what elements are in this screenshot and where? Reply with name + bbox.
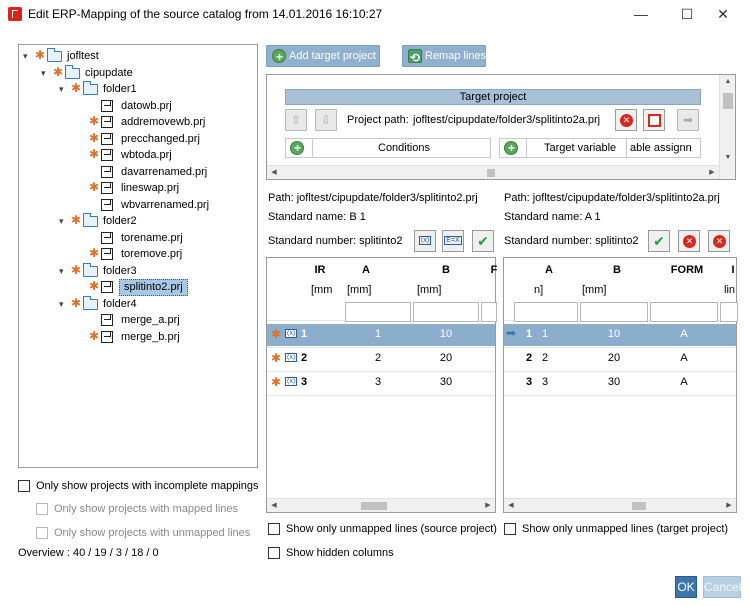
button-label: Remap lines [425,50,487,62]
target-col-unit: [mm] [582,284,607,296]
target-project-panel [266,74,736,180]
tree-node[interactable] [19,48,257,65]
target-col-unit: n] [534,284,544,296]
expand-toggle-icon[interactable]: ▾ [59,266,64,276]
source-grid-hscroll[interactable] [267,498,495,512]
row-variable-icon[interactable]: (x) [287,330,296,337]
target-check-button[interactable]: ✔ [648,230,670,252]
source-standard-number: Standard number: splitinto2 [268,235,403,247]
checkbox-label: Only show projects with incomplete mappings [36,480,259,492]
app-icon [8,7,22,21]
target-table-cell[interactable]: 3 [542,376,549,388]
source-table-cell[interactable]: 3 [301,376,308,388]
row-variable-icon[interactable]: (x) [287,354,296,361]
target-table-cell[interactable]: 2 [542,352,549,364]
maximize-button[interactable]: ☐ [680,6,694,22]
scroll-right-icon[interactable]: ▶ [485,502,491,509]
scroll-thumb[interactable] [487,169,495,177]
modified-star-icon: ✱ [271,351,282,365]
target-table-cell[interactable]: 20 [607,352,621,364]
modified-star-icon: ✱ [71,213,82,227]
tree-node[interactable] [19,246,257,263]
source-col-header[interactable]: A [362,264,370,276]
source-col-unit: [mm] [417,284,442,296]
target-filter-input[interactable] [514,302,578,322]
tree-node-label[interactable]: precchanged.prj [121,133,200,145]
source-table-row[interactable] [267,348,495,370]
folder-icon [47,51,62,62]
target-col-header[interactable]: I [731,264,735,276]
source-path: Path: jofltest/cipupdate/folder3/splitinto2.prj [268,192,478,204]
source-table-cell[interactable]: 30 [439,376,453,388]
tree-node[interactable] [19,98,257,115]
project-tree[interactable] [18,44,258,468]
project-cube-icon [101,281,113,293]
target-project-header: Target project [285,89,701,105]
checkbox-label: Only show projects with mapped lines [54,503,239,515]
modified-star-icon: ✱ [89,131,100,145]
tree-node-label[interactable]: folder3 [103,265,137,277]
checkbox-box [36,503,48,515]
add-condition-icon[interactable] [290,141,304,155]
target-col-header[interactable]: FORM [670,264,704,276]
checkbox-label: Show only unmapped lines (source project) [286,523,497,535]
tree-node[interactable] [19,230,257,247]
expand-toggle-icon[interactable]: ▾ [41,68,46,78]
project-cube-icon [101,248,113,260]
target-standard-name: Standard name: A 1 [504,211,601,223]
checkbox-box[interactable] [504,523,516,535]
button-label: Add target project [289,50,376,62]
scroll-left-icon[interactable]: ◀ [271,169,277,176]
tree-node-label[interactable]: davarrenamed.prj [121,166,208,178]
tree-node[interactable] [19,147,257,164]
project-path-value: jofltest/cipupdate/folder3/splitinto2a.prj [413,114,601,126]
target-table-cell[interactable]: A [680,376,688,388]
modified-star-icon: ✱ [271,327,282,341]
tree-node-label[interactable]: wbtoda.prj [121,149,172,161]
checkbox-box [36,527,48,539]
target-panel-hscroll[interactable] [267,165,719,179]
source-col-header[interactable]: F [490,264,498,276]
scroll-thumb[interactable] [632,502,646,510]
source-col-unit: [mm] [347,284,372,296]
tree-node[interactable] [19,65,257,82]
target-remove-all-button[interactable] [708,230,730,252]
source-table-row[interactable] [267,324,495,346]
tree-node-label[interactable]: folder2 [103,215,137,227]
tree-node[interactable] [19,312,257,329]
source-check-button[interactable]: ✔ [472,230,494,252]
ok-button[interactable]: OK [675,576,697,598]
tree-node-label[interactable]: torename.prj [121,232,183,244]
open-icon [648,114,661,127]
project-cube-icon [101,116,113,128]
project-cube-icon [101,133,113,145]
modified-star-icon: ✱ [89,114,100,128]
add-icon [272,49,286,63]
source-expression-icon[interactable]: E=X [442,230,464,252]
project-cube-icon [101,331,113,343]
scroll-up-icon[interactable]: ▲ [724,78,732,85]
conditions-label: Conditions [378,142,430,154]
project-cube-icon [101,199,113,211]
project-cube-icon [101,232,113,244]
checkbox-label: Show hidden columns [286,547,394,559]
modified-star-icon: ✱ [53,65,64,79]
tree-node[interactable] [19,296,257,313]
target-remove-button[interactable] [678,230,700,252]
tree-node-label[interactable]: toremove.prj [121,248,183,260]
tree-node[interactable] [19,197,257,214]
folder-icon [83,299,98,310]
modified-star-icon: ✱ [89,180,100,194]
source-col-header[interactable]: IR [314,264,326,276]
remove-target-button[interactable] [615,109,637,131]
target-col-header[interactable]: B [613,264,621,276]
close-button[interactable]: ✕ [717,6,729,22]
target-standard-number: Standard number: splitinto2 [504,235,639,247]
source-variable-icon[interactable]: (x) [414,230,436,252]
tree-node-label[interactable]: jofltest [67,50,99,62]
folder-icon [83,266,98,277]
tree-node[interactable] [19,180,257,197]
folder-icon [83,84,98,95]
source-col-unit: [mm [311,284,333,296]
remove-icon: ✕ [683,235,696,248]
source-grid[interactable] [266,257,496,513]
cancel-button[interactable]: Cancel [703,576,741,598]
source-col-header[interactable]: B [442,264,450,276]
scroll-left-icon[interactable]: ◀ [271,502,277,509]
window-title: Edit ERP-Mapping of the source catalog from 14.01.2016 16:10:27 [28,7,383,21]
remap-lines-button[interactable] [402,45,486,67]
target-col-unit: lin [724,284,736,296]
target-table-row[interactable] [504,372,736,394]
expand-toggle-icon[interactable]: ▾ [59,84,64,94]
project-cube-icon [101,314,113,326]
target-col-header[interactable]: A [545,264,553,276]
tree-node-label[interactable]: lineswap.prj [121,182,180,194]
tree-node-label[interactable]: folder4 [103,298,137,310]
source-filter-input[interactable] [413,302,479,322]
open-target-button[interactable] [643,109,665,131]
minimize-button[interactable]: — [634,6,648,22]
source-filter-input[interactable] [481,302,497,322]
scroll-right-icon[interactable]: ▶ [709,169,715,176]
tree-node[interactable] [19,263,257,280]
title-bar [0,0,750,28]
tree-node-label[interactable]: addremovewb.prj [121,116,206,128]
checkbox-box[interactable] [18,480,30,492]
tree-node[interactable] [19,114,257,131]
checkbox-box[interactable] [268,547,280,559]
expand-toggle-icon[interactable]: ▾ [59,299,64,309]
tree-node[interactable] [19,213,257,230]
scroll-thumb[interactable] [723,93,733,109]
target-grid-hscroll[interactable] [504,498,736,512]
modified-star-icon: ✱ [71,296,82,310]
move-down-button[interactable]: ⇩ [315,109,337,131]
project-cube-icon [101,166,113,178]
source-filter-input[interactable] [345,302,411,322]
folder-icon [65,68,80,79]
modified-star-icon: ✱ [89,329,100,343]
target-table-cell[interactable]: 1 [542,328,549,340]
tree-node-label[interactable]: datowb.prj [121,100,172,112]
tree-node[interactable] [19,164,257,181]
project-cube-icon [101,149,113,161]
scroll-left-icon[interactable]: ◀ [508,502,514,509]
conditions-header [285,138,491,158]
add-variable-icon[interactable] [504,141,518,155]
target-path: Path: jofltest/cipupdate/folder3/splitinto2a.prj [504,192,720,204]
scroll-right-icon[interactable]: ▶ [726,502,732,509]
project-path-label: Project path: [347,114,409,126]
checkbox-label: Show only unmapped lines (target project) [522,523,729,535]
checkbox-box[interactable] [268,523,280,535]
tree-node-label[interactable]: wbvarrenamed.prj [121,199,210,211]
move-up-button[interactable]: ⇧ [285,109,307,131]
expand-toggle-icon[interactable]: ▾ [59,216,64,226]
source-table-cell[interactable]: 20 [439,352,453,364]
source-table-cell[interactable]: 1 [374,328,382,340]
tree-node-label[interactable]: merge_b.prj [121,331,180,343]
target-filter-input[interactable] [580,302,648,322]
target-table-row[interactable] [504,348,736,370]
source-table-cell[interactable]: 3 [374,376,382,388]
remove-icon: ✕ [620,114,633,127]
source-table-cell[interactable]: 1 [301,328,308,340]
target-table-cell[interactable]: 30 [607,376,621,388]
tree-node-label[interactable]: splitinto2.prj [119,279,188,296]
target-grid[interactable] [503,257,737,513]
target-variable-label: Target variable [544,142,617,154]
assignment-label: able assignn [630,142,692,154]
target-table-cell[interactable]: 3 [525,376,533,388]
source-table-cell[interactable]: 2 [374,352,382,364]
tree-node[interactable] [19,329,257,346]
target-panel-vscroll[interactable] [719,75,735,179]
source-table-cell[interactable]: 10 [439,328,453,340]
modified-star-icon: ✱ [271,375,282,389]
tree-node-label[interactable]: cipupdate [85,67,133,79]
tree-node-label[interactable]: folder1 [103,83,137,95]
modified-star-icon: ✱ [89,246,100,260]
modified-star-icon: ✱ [71,263,82,277]
source-table-cell[interactable]: 2 [301,352,308,364]
target-table-cell[interactable]: 2 [525,352,533,364]
overview-text: Overview : 40 / 19 / 3 / 18 / 0 [18,547,159,559]
target-table-cell[interactable]: A [680,352,688,364]
scroll-thumb[interactable] [361,502,387,510]
target-table-cell[interactable]: 10 [607,328,621,340]
target-filter-input[interactable] [720,302,738,322]
expand-toggle-icon[interactable]: ▾ [23,51,28,61]
modified-star-icon: ✱ [89,279,100,293]
target-table-row[interactable] [504,324,736,346]
source-standard-name: Standard name: B 1 [268,211,366,223]
modified-star-icon: ✱ [71,81,82,95]
remap-icon [408,49,422,63]
target-filter-input[interactable] [650,302,718,322]
forward-button[interactable]: ➡ [677,109,699,131]
target-table-cell[interactable]: 1 [525,328,533,340]
folder-icon [83,216,98,227]
variables-header [499,138,701,158]
checkbox-label: Only show projects with unmapped lines [54,527,251,539]
tree-node[interactable] [19,279,257,296]
remove-all-icon: ✕ [713,235,726,248]
tree-node[interactable] [19,131,257,148]
project-cube-icon [101,100,113,112]
project-cube-icon [101,182,113,194]
row-variable-icon[interactable]: (x) [287,378,296,385]
modified-star-icon: ✱ [35,48,46,62]
target-table-cell[interactable]: A [680,328,688,340]
tree-node-label[interactable]: merge_a.prj [121,314,180,326]
tree-node[interactable] [19,81,257,98]
scroll-down-icon[interactable]: ▼ [724,154,732,161]
current-row-arrow-icon: ➡ [506,326,517,340]
add-target-project-button[interactable] [266,45,380,67]
modified-star-icon: ✱ [89,147,100,161]
source-table-row[interactable] [267,372,495,394]
